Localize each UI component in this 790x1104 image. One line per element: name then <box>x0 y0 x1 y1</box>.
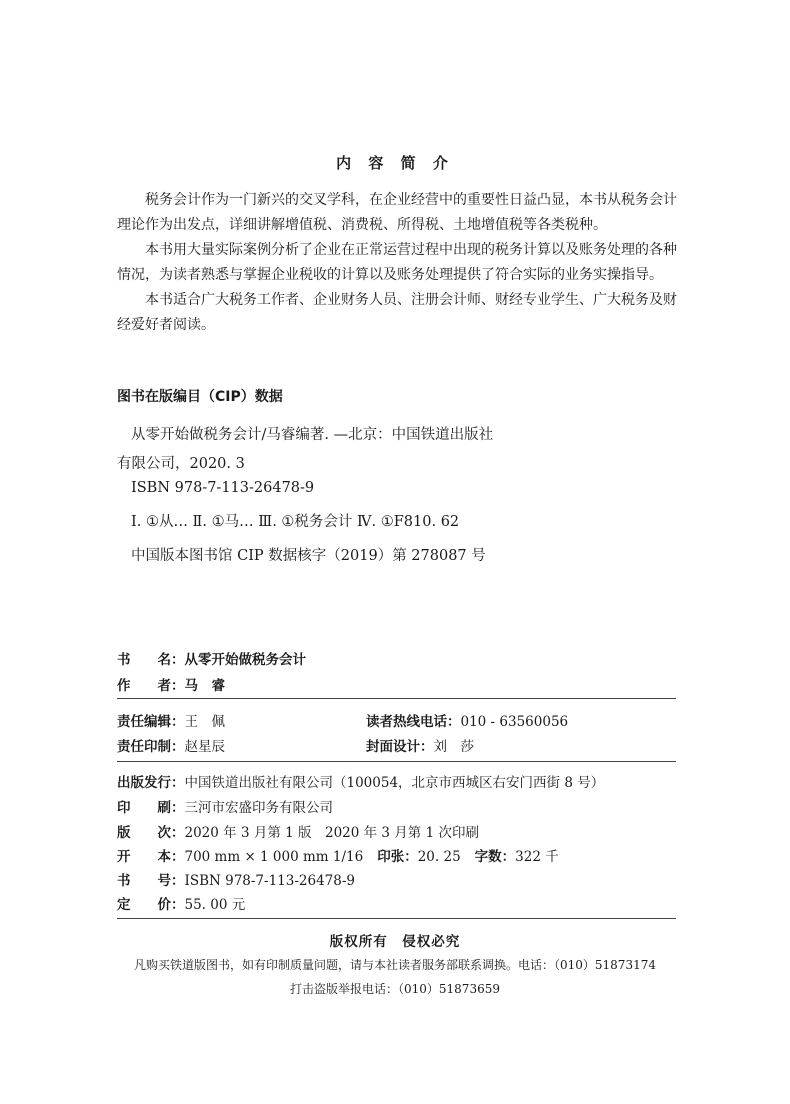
summary-paragraph: 税务会计作为一门新兴的交叉学科，在企业经营中的重要性日益凸显，本书从税务会计理论作为出发点，详细讲解增值税、消费税、所得税、土地增值税等各类税种。 <box>117 192 677 233</box>
word-count-label: 字数： <box>474 849 516 865</box>
summary-title: 内 容 简 介 <box>336 154 454 172</box>
summary-paragraph: 本书适合广大税务工作者、企业财务人员、注册会计师、财经专业学生、广大税务及财经爱好者阅读。 <box>117 292 677 333</box>
format-row <box>117 845 559 865</box>
quality-notice: 凡购买铁道版图书，如有印制质量问题，请与本社读者服务部联系调换。电话：（010）51873174 <box>134 958 656 972</box>
book-title-value: 从零开始做税务会计 <box>184 652 306 668</box>
book-number-value: ISBN 978-7-113-26478-9 <box>184 873 356 889</box>
cip-classification: Ⅰ. ①从… Ⅱ. ①马… Ⅲ. ①税务会计 Ⅳ. ①F810. 62 <box>131 514 460 530</box>
summary-body <box>117 188 677 338</box>
hotline-value: 010 - 63560056 <box>460 714 569 730</box>
cip-publisher-line: 有限公司，2020. 3 <box>117 456 245 472</box>
summary-paragraph: 本书用大量实际案例分析了企业在正常运营过程中出现的税务计算以及账务处理的各种情况，为读者熟悉与掌握企业税收的计算以及账务处理提供了符合实际的业务实操指导。 <box>117 242 677 283</box>
book-number-row <box>117 869 355 889</box>
piracy-hotline: 打击盗版举报电话：（010）51873659 <box>290 982 500 996</box>
sheets-value: 20. 25 <box>417 849 461 865</box>
edition-value: 2020 年 3 月第 1 版 2020 年 3 月第 1 次印刷 <box>184 825 479 841</box>
divider <box>117 761 676 762</box>
author-row <box>117 674 225 694</box>
editor-label: 责任编辑： <box>117 714 185 730</box>
editor-row <box>117 710 225 730</box>
price-value: 55. 00 元 <box>184 897 246 913</box>
cip-heading: 图书在版编目（CIP）数据 <box>117 389 283 405</box>
word-count-value: 322 千 <box>515 849 559 865</box>
book-title-row <box>117 648 306 668</box>
printer-label: 印 刷： <box>117 800 185 816</box>
book-number-label: 书 号： <box>117 873 185 889</box>
editor-value: 王 佩 <box>184 714 225 730</box>
price-label: 定 价： <box>117 897 185 913</box>
edition-row <box>117 821 479 841</box>
hotline-row <box>366 710 568 730</box>
hotline-label: 读者热线电话： <box>366 714 461 730</box>
divider <box>117 918 676 919</box>
author-value: 马 睿 <box>184 678 225 694</box>
author-label: 作 者： <box>117 678 185 694</box>
publisher-value: 中国铁道出版社有限公司（100054，北京市西城区右安门西街 8 号） <box>184 775 605 791</box>
divider <box>117 698 676 699</box>
printer-row <box>117 796 333 816</box>
cover-design-value: 刘 莎 <box>433 739 474 755</box>
book-title-label: 书 名： <box>117 652 185 668</box>
cover-design-label: 封面设计： <box>366 739 434 755</box>
cover-design-row <box>366 735 474 755</box>
format-value: 700 mm × 1 000 mm 1/16 <box>184 849 364 865</box>
price-row <box>117 893 245 913</box>
print-manager-row <box>117 735 225 755</box>
printer-value: 三河市宏盛印务有限公司 <box>184 800 333 816</box>
edition-label: 版 次： <box>117 825 185 841</box>
cip-isbn: ISBN 978-7-113-26478-9 <box>131 480 315 496</box>
format-label: 开 本： <box>117 849 185 865</box>
publisher-label: 出版发行： <box>117 775 185 791</box>
print-manager-label: 责任印制： <box>117 739 185 755</box>
publisher-row <box>117 771 604 791</box>
rights-statement: 版权所有 侵权必究 <box>329 934 461 950</box>
print-manager-value: 赵星辰 <box>184 739 225 755</box>
cip-verify-number: 中国版本图书馆 CIP 数据核字（2019）第 278087 号 <box>131 548 486 564</box>
cip-title-line: 从零开始做税务会计/马睿编著. —北京：中国铁道出版社 <box>131 427 494 443</box>
sheets-label: 印张： <box>377 849 418 865</box>
